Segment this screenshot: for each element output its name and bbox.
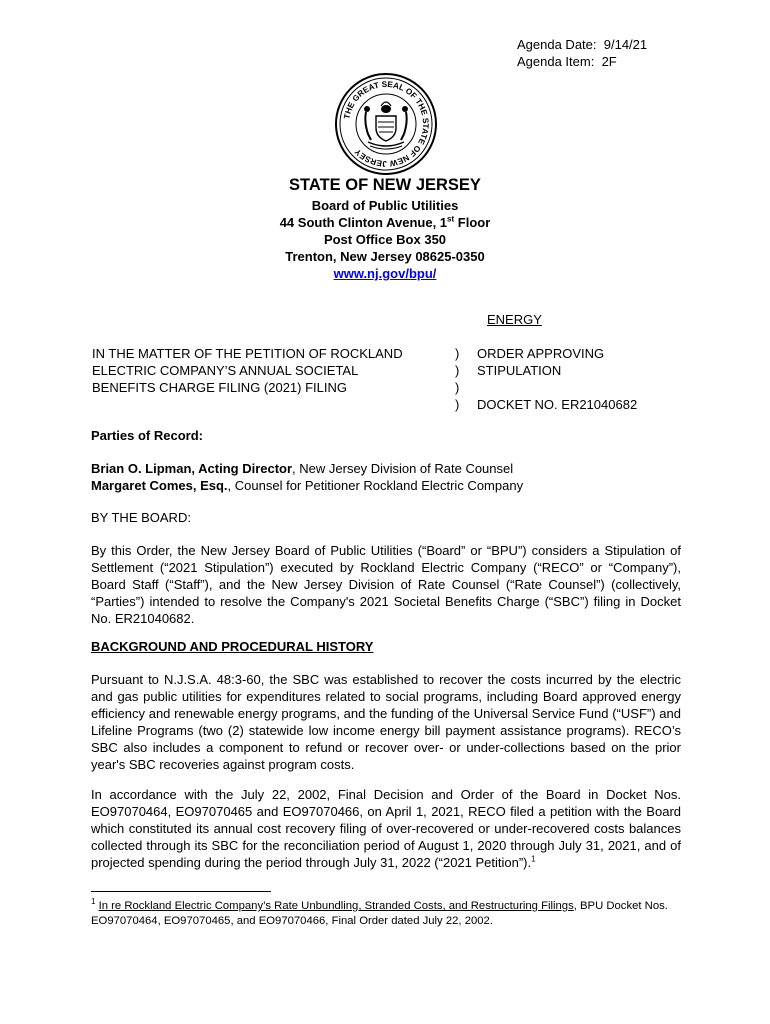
party-role: , New Jersey Division of Rate Counsel <box>292 461 514 476</box>
intro-text: By this Order, the New Jersey Board of Public Utilities (“Board” or “BPU”) considers a Stipulation of Settlement (“2021 Stipulation”) executed by Rockland Electric Company (“RECO” or “Company”), Board Staff (“Staff”), and the New Jersey Division of Rate Counsel (“Rate Counsel”) (collectively, “Parties”) intended to resolve the Company's 2021 Societal Benefits Charge (“SBC”) filing in Docket No. ER21040682. <box>91 543 681 626</box>
nj-state-seal-icon <box>334 72 438 176</box>
party-name: Margaret Comes, Esq. <box>91 478 228 493</box>
category-label: ENERGY <box>487 312 542 327</box>
address-floor-suffix: st <box>447 214 455 224</box>
address-line-1-prefix: 44 South Clinton Avenue, 1 <box>279 215 448 230</box>
footnote <box>91 899 691 929</box>
background-heading: BACKGROUND AND PROCEDURAL HISTORY <box>91 639 374 654</box>
agency-name: Board of Public Utilities <box>311 198 459 213</box>
order-line: STIPULATION <box>477 363 562 378</box>
intro-paragraph <box>91 542 681 627</box>
address-line-2: Post Office Box 350 <box>323 232 447 247</box>
parties-heading: Parties of Record: <box>91 428 203 443</box>
agenda-date: 9/14/21 <box>603 37 648 52</box>
matter-line: IN THE MATTER OF THE PETITION OF ROCKLAND <box>92 346 403 361</box>
page-title: STATE OF NEW JERSEY <box>289 176 481 194</box>
footnote-case-title: In re Rockland Electric Company’s Rate Unbundling, Stranded Costs, and Restructuring Filings <box>98 900 574 912</box>
footnote-divider <box>91 891 271 892</box>
website-link[interactable]: www.nj.gov/bpu/ <box>333 266 437 281</box>
agenda-item-label: Agenda Item: <box>517 54 595 69</box>
docket-number: DOCKET NO. ER21040682 <box>477 397 638 412</box>
party-name: Brian O. Lipman, Acting Director <box>91 461 293 476</box>
background-text-2: In accordance with the July 22, 2002, Final Decision and Order of the Board in Docket Nos. EO97070464, EO97070465 and EO97070466, on April 1, 2021, RECO filed a petition with the Board which constituted its annual cost recovery filing of over-recovered or under-recovered costs balances collected through its SBC for the reconciliation period of August 1, 2020 through July 31, 2021, and of projected spending during the period through July 31, 2022 (“2021 Petition”). <box>91 787 681 870</box>
agenda-item-row <box>517 53 647 70</box>
by-the-board: BY THE BOARD: <box>91 510 191 525</box>
website-row <box>0 265 770 282</box>
background-text-2-wrap <box>91 786 681 871</box>
agenda-date-label: Agenda Date: <box>517 37 597 52</box>
matter-caption <box>92 345 437 396</box>
seal-ring-text: THE GREAT SEAL OF THE STATE OF NEW JERSEY <box>342 79 431 169</box>
order-caption <box>477 345 637 413</box>
agenda-block <box>517 36 647 70</box>
address-line-1 <box>0 214 770 231</box>
party-role: , Counsel for Petitioner Rockland Electric Company <box>227 478 524 493</box>
address-line-1-suffix: Floor <box>454 215 491 230</box>
footnote-citation: , BPU Docket Nos. EO97070464, EO97070465, and EO97070466, Final Order dated July 22, 2002. <box>91 900 668 927</box>
matter-line: BENEFITS CHARGE FILING (2021) FILING <box>92 380 347 395</box>
background-text-1: Pursuant to N.J.S.A. 48:3-60, the SBC was established to recover the costs incurred by the electric and gas public utilities for expenditures related to social programs, including Board approved energy efficiency and renewable energy programs, and the funding of the Universal Service Fund (“USF”) and Lifeline Programs (two (2) statewide low income energy bill payment assistance programs). RECO’s SBC also includes a component to refund or recover over- or under-collections based on the prior year's SBC recoveries against program costs. <box>91 672 681 772</box>
party-row <box>91 477 681 494</box>
matter-line: ELECTRIC COMPANY’S ANNUAL SOCIETAL <box>92 363 359 378</box>
background-paragraph-2 <box>91 786 681 871</box>
order-line: ORDER APPROVING <box>477 346 605 361</box>
parties-list <box>91 460 681 494</box>
agenda-date-row <box>517 36 647 53</box>
footnote-ref[interactable]: 1 <box>531 854 536 864</box>
address-line-3: Trenton, New Jersey 08625-0350 <box>285 249 485 264</box>
agenda-item: 2F <box>601 54 617 69</box>
background-paragraph-1 <box>91 671 681 773</box>
caption-divider: ) ) ) ) <box>455 346 460 412</box>
footnote-number: 1 <box>91 897 96 907</box>
party-row <box>91 460 681 477</box>
